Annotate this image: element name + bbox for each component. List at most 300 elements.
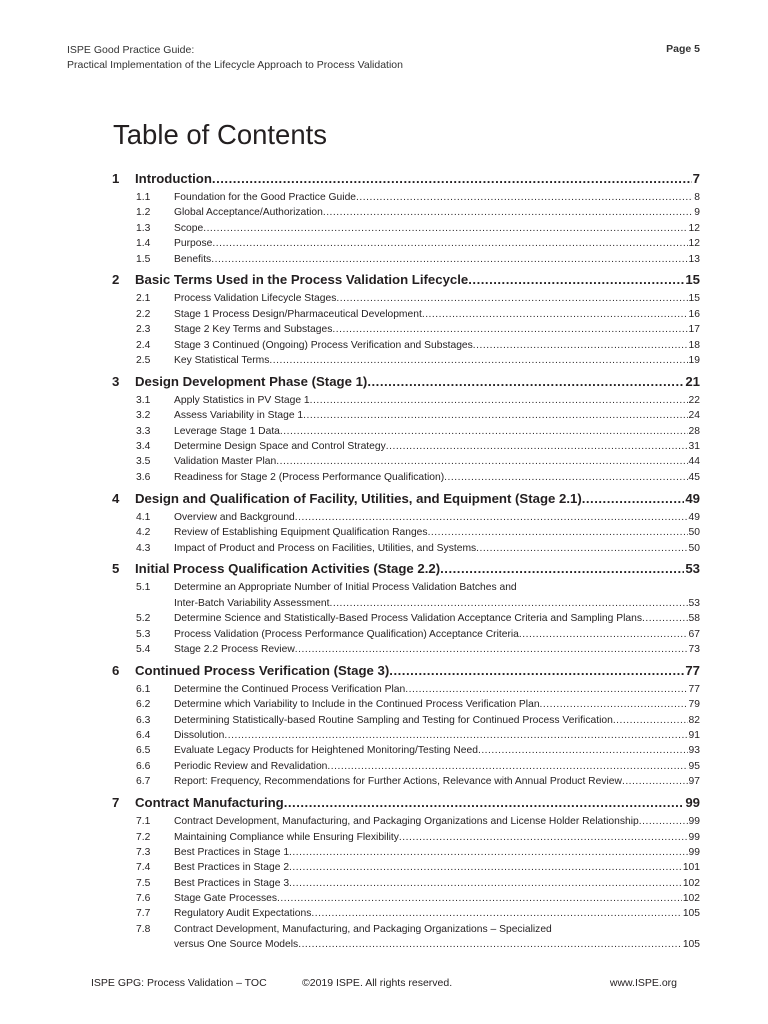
toc-section-entry[interactable] [112,663,700,682]
section-page-number: 99 [685,795,700,811]
subsection-row [174,510,700,525]
subsection-title: Review of Establishing Equipment Qualification Ranges [174,527,428,539]
toc-subsection-entry[interactable] [112,713,700,728]
subsection-body [174,580,700,611]
subsection-body [174,906,700,921]
dot-leader [399,830,688,845]
toc-subsection-entry[interactable] [112,439,700,454]
subsection-body [174,845,700,860]
subsection-body [174,439,700,454]
toc-subsection-entry[interactable] [112,525,700,540]
dot-leader [289,876,682,891]
section-title: Continued Process Verification (Stage 3) [135,662,390,678]
subsection-row [174,454,700,469]
subsection-title: Evaluate Legacy Products for Heightened Monitoring/Testing Need [174,745,478,757]
section-title: Basic Terms Used in the Process Validation Lifecycle [135,272,469,288]
section-page-number: 53 [685,561,700,577]
subsection-page-number: 16 [688,308,700,320]
subsection-number: 1.1 [136,192,151,203]
subsection-page-number: 93 [688,745,700,757]
subsection-body [174,353,700,368]
toc-subsection-entry[interactable] [112,876,700,891]
section-number: 5 [112,561,120,577]
subsection-number: 6.3 [136,714,151,726]
toc-subsection-entry[interactable] [112,627,700,642]
toc-section [112,171,700,267]
subsection-title: Contract Development, Manufacturing, and Packaging Organizations and License Holder Relationship [174,816,639,828]
toc-section [112,663,700,790]
subsection-title: Stage 2.2 Process Review [174,644,295,655]
subsection-page-number: 99 [688,816,700,828]
subsection-number: 6.7 [136,776,151,788]
toc-subsection-entry[interactable] [112,205,700,220]
subsection-page-number: 101 [682,862,700,874]
subsection-row [174,830,700,845]
toc-subsection-entry[interactable] [112,728,700,743]
toc-subsection-entry[interactable] [112,830,700,845]
toc-section-entry[interactable] [112,561,700,580]
subsection-body [174,291,700,306]
subsection-title: Determine Science and Statistically-Based Process Validation Acceptance Criteria and Sampling Plans [174,613,642,625]
toc-section [112,795,700,953]
dot-leader [386,439,688,454]
subsection-row [174,353,700,368]
subsection-body [174,697,700,712]
subsection-row [174,291,700,306]
toc-subsection-entry[interactable] [112,845,700,860]
subsection-body [174,510,700,525]
dot-leader [332,322,687,337]
subsection-number: 6.5 [136,745,151,757]
toc-subsection-entry[interactable] [112,510,700,525]
subsection-title: Determining Statistically-based Routine Sampling and Testing for Continued Process Verification [174,714,613,726]
subsection-title: Impact of Product and Process on Facilities, Utilities, and Systems [174,542,477,554]
subsection-number: 5.1 [136,582,151,594]
section-number: 2 [112,272,120,288]
section-title: Design and Qualification of Facility, Utilities, and Equipment (Stage 2.1) [135,490,582,506]
subsection-title: Leverage Stage 1 Data [174,425,280,437]
subsection-row [174,408,700,423]
dot-leader [613,713,688,728]
subsection-page-number: 44 [688,456,700,468]
subsection-number: 2.4 [136,339,151,351]
section-page-number: 21 [685,373,700,389]
subsection-page-number: 28 [688,425,700,437]
section-title: Initial Process Qualification Activities (Stage 2.2) [135,561,441,577]
toc-subsection-entry[interactable] [112,611,700,626]
section-number: 3 [112,373,120,389]
subsection-title: Process Validation Lifecycle Stages [174,293,337,305]
subsection-page-number: 91 [688,730,700,742]
subsection-row [174,190,700,205]
subsection-number: 7.5 [136,877,151,889]
subsection-title-continued: Inter-Batch Variability Assessment [174,597,330,609]
subsection-page-number: 15 [688,293,700,305]
section-title: Introduction [135,171,212,186]
subsection-body [174,728,700,743]
subsection-body [174,682,700,697]
subsection-page-number: 49 [688,511,700,523]
toc-subsection-entry[interactable] [112,922,700,953]
subsection-number: 6.2 [136,699,151,711]
subsection-row [174,728,700,743]
subsection-body [174,190,700,205]
subsection-number: 7.3 [136,846,151,858]
subsection-title: Benefits [174,253,212,265]
toc-subsection-entry[interactable] [112,541,700,556]
subsection-row [174,541,700,556]
dot-leader [405,682,687,697]
subsection-number: 1.4 [136,238,151,250]
toc-section [112,272,700,368]
section-number: 1 [112,171,120,186]
toc-subsection-entry[interactable] [112,642,700,657]
footer-website: www.ISPE.org [609,977,677,989]
dot-leader [422,307,688,322]
toc-subsection-entry[interactable] [112,906,700,921]
section-number: 6 [112,662,120,678]
subsection-page-number: 53 [688,597,700,609]
subsection-number: 7.4 [136,862,151,874]
subsection-row [174,845,700,860]
dot-leader [289,845,687,860]
subsection-body [174,307,700,322]
toc-subsection-entry[interactable] [112,743,700,758]
toc-subsection-entry[interactable] [112,814,700,829]
dot-leader [280,424,688,439]
subsection-page-number: 45 [688,471,700,483]
subsection-row [174,891,700,906]
subsection-body [174,743,700,758]
page-title: Table of Contents [113,119,328,150]
toc-subsection-entry[interactable] [112,774,700,789]
subsection-number: 7.2 [136,831,151,843]
dot-leader [284,795,685,810]
dot-leader [473,338,688,353]
toc-subsection-entry[interactable] [112,291,700,306]
subsection-row [174,876,700,891]
toc-subsection-entry[interactable] [112,236,700,251]
subsection-page-number: 12 [688,222,700,234]
toc-subsection-entry[interactable] [112,190,700,205]
subsection-page-number: 58 [688,613,700,625]
dot-leader [203,221,687,236]
subsection-row [174,814,700,829]
dot-leader [582,491,685,506]
dot-leader [622,774,688,789]
dot-leader [276,454,687,469]
subsection-number: 3.3 [136,425,151,437]
subsection-page-number: 79 [688,699,700,711]
dot-leader [468,272,684,287]
subsection-title: Scope [174,222,204,234]
header-guide-subtitle: Practical Implementation of the Lifecycle Approach to Process Validation [67,58,403,71]
dot-leader [224,728,687,743]
dot-leader [639,814,688,829]
dot-leader [289,860,682,875]
subsection-body [174,205,700,220]
toc-subsection-entry[interactable] [112,470,700,485]
dot-leader [327,759,687,774]
subsection-title: Regulatory Audit Expectations [174,908,312,920]
toc-subsection-entry[interactable] [112,353,700,368]
page-number: Page 5 [666,43,700,55]
toc-subsection-entry[interactable] [112,860,700,875]
subsection-title: Maintaining Compliance while Ensuring Flexibility [174,831,399,843]
subsection-title-continued-row [174,596,700,611]
subsection-title-continued: versus One Source Models [174,939,299,951]
subsection-title: Stage 3 Continued (Ongoing) Process Verification and Substages [174,339,473,351]
subsection-number: 2.2 [136,308,151,320]
subsection-page-number: 102 [682,877,700,889]
subsection-number: 5.3 [136,628,151,640]
subsection-row [174,236,700,251]
subsection-body [174,627,700,642]
subsection-row [174,774,700,789]
subsection-title-continued-row [174,937,700,952]
subsection-row [174,424,700,439]
toc-subsection-entry[interactable] [112,221,700,236]
subsection-row [174,307,700,322]
dot-leader [212,236,687,251]
footer-doc-title: ISPE GPG: Process Validation – TOC [91,977,267,989]
subsection-row [174,338,700,353]
dot-leader [277,891,682,906]
toc-subsection-entry[interactable] [112,408,700,423]
subsection-title: Determine the Continued Process Verification Plan [174,683,406,695]
subsection-title: Validation Master Plan [174,456,277,468]
subsection-page-number: 105 [682,939,700,951]
subsection-title: Global Acceptance/Authorization [174,207,323,219]
dot-leader [336,291,687,306]
subsection-number: 2.1 [136,293,151,305]
subsection-title: Overview and Background [174,511,295,523]
toc-subsection-entry[interactable] [112,759,700,774]
toc-subsection-entry[interactable] [112,424,700,439]
subsection-row [174,525,700,540]
subsection-body [174,891,700,906]
subsection-body [174,642,700,657]
subsection-row [174,759,700,774]
subsection-row [174,252,700,267]
toc-subsection-entry[interactable] [112,252,700,267]
subsection-row [174,611,700,626]
toc-subsection-entry[interactable] [112,580,700,611]
subsection-title: Stage 1 Process Design/Pharmaceutical Development [174,308,422,320]
subsection-number: 1.5 [136,253,151,265]
subsection-title: Dissolution [174,730,225,742]
subsection-title: Process Validation (Process Performance Qualification) Acceptance Criteria [174,628,519,640]
subsection-body [174,221,700,236]
subsection-row [174,470,700,485]
dot-leader [478,743,688,758]
subsection-page-number: 17 [688,324,700,336]
subsection-body [174,860,700,875]
subsection-page-number: 73 [688,644,700,655]
subsection-number: 4.2 [136,527,151,539]
dot-leader [476,541,687,556]
toc-section [112,491,700,556]
subsection-number: 3.1 [136,394,151,406]
subsection-title: Foundation for the Good Practice Guide [174,192,357,203]
toc-section-entry[interactable] [112,491,700,510]
section-title: Contract Manufacturing [135,795,284,811]
subsection-page-number: 31 [688,441,700,453]
subsection-page-number: 99 [688,846,700,858]
subsection-body [174,759,700,774]
subsection-body [174,525,700,540]
subsection-title: Apply Statistics in PV Stage 1 [174,394,310,406]
subsection-body [174,252,700,267]
subsection-number: 5.4 [136,644,151,655]
subsection-row [174,205,700,220]
subsection-body [174,236,700,251]
subsection-row [174,860,700,875]
dot-leader [211,252,687,267]
subsection-body [174,408,700,423]
toc-subsection-entry[interactable] [112,338,700,353]
subsection-title: Periodic Review and Revalidation [174,760,328,772]
toc-section-entry[interactable] [112,272,700,291]
subsection-number: 2.3 [136,324,151,336]
dot-leader [329,596,687,611]
subsection-row [174,221,700,236]
dot-leader [310,393,688,408]
subsection-number: 2.5 [136,355,151,367]
subsection-page-number: 82 [688,714,700,726]
subsection-title: Determine which Variability to Include in the Continued Process Verification Plan [174,699,540,711]
subsection-title: Best Practices in Stage 2 [174,862,290,874]
subsection-number: 7.7 [136,908,151,920]
toc-section [112,374,700,485]
subsection-number: 3.6 [136,471,151,483]
dot-leader [389,663,684,678]
subsection-title: Determine Design Space and Control Strategy [174,441,386,453]
subsection-page-number: 18 [688,339,700,351]
toc-subsection-entry[interactable] [112,682,700,697]
subsection-title: Stage 2 Key Terms and Substages [174,324,333,336]
subsection-body [174,922,700,953]
dot-leader [519,627,688,642]
subsection-body [174,830,700,845]
dot-leader [440,561,684,576]
subsection-title: Contract Development, Manufacturing, and Packaging Organizations – Specialized [174,923,552,935]
subsection-body [174,541,700,556]
subsection-number: 4.3 [136,542,151,554]
toc-section-entry[interactable] [112,171,700,190]
subsection-number: 6.1 [136,683,151,695]
subsection-body [174,454,700,469]
subsection-row [174,627,700,642]
subsection-body [174,713,700,728]
subsection-number: 6.4 [136,730,151,742]
subsection-row [174,393,700,408]
subsection-number: 3.2 [136,410,151,422]
subsection-title: Best Practices in Stage 1 [174,846,290,858]
section-page-number: 77 [685,662,700,678]
subsection-number: 4.1 [136,511,151,523]
toc-subsection-entry[interactable] [112,307,700,322]
subsection-row [174,697,700,712]
toc-subsection-entry[interactable] [112,322,700,337]
footer-copyright: ©2019 ISPE. All rights reserved. [302,977,453,989]
subsection-number: 7.1 [136,816,151,828]
subsection-number: 3.4 [136,441,151,453]
dot-leader [298,937,682,952]
toc-subsection-entry[interactable] [112,454,700,469]
subsection-body [174,424,700,439]
section-number: 7 [112,795,120,811]
subsection-page-number: 67 [688,628,700,640]
subsection-number: 1.2 [136,207,151,219]
subsection-page-number: 50 [688,527,700,539]
toc-section-entry[interactable] [112,374,700,393]
subsection-body [174,322,700,337]
subsection-page-number: 102 [682,893,700,905]
subsection-body [174,814,700,829]
subsection-row [174,682,700,697]
subsection-title: Assess Variability in Stage 1 [174,410,304,422]
subsection-title: Best Practices in Stage 3 [174,877,290,889]
subsection-page-number: 95 [688,760,700,772]
toc-subsection-entry[interactable] [112,697,700,712]
toc-subsection-entry[interactable] [112,891,700,906]
subsection-body [174,611,700,626]
toc-section-entry[interactable] [112,795,700,814]
subsection-page-number: 97 [688,776,700,788]
dot-leader [428,525,688,540]
subsection-page-number: 24 [688,410,700,422]
toc-subsection-entry[interactable] [112,393,700,408]
subsection-row [174,322,700,337]
subsection-number: 3.5 [136,456,151,468]
section-page-number: 49 [685,490,700,506]
subsection-number: 5.2 [136,613,151,625]
subsection-body [174,393,700,408]
dot-leader [444,470,687,485]
subsection-title: Report: Frequency, Recommendations for Further Actions, Relevance with Annual Product Review [174,776,622,788]
section-page-number: 7 [692,171,700,186]
subsection-row [174,713,700,728]
dot-leader [295,642,688,657]
subsection-page-number: 99 [688,831,700,843]
subsection-page-number: 8 [694,192,700,203]
dot-leader [642,611,688,626]
subsection-row [174,906,700,921]
subsection-title: Stage Gate Processes [174,893,278,905]
dot-leader [323,205,693,220]
dot-leader [295,510,688,525]
section-number: 4 [112,490,120,506]
subsection-page-number: 22 [688,394,700,406]
subsection-body [174,470,700,485]
dot-leader [356,190,693,205]
dot-leader [212,171,692,186]
subsection-page-number: 12 [688,238,700,250]
running-header [67,43,403,72]
subsection-page-number: 19 [688,355,700,367]
subsection-number: 6.6 [136,760,151,772]
subsection-page-number: 13 [688,253,700,265]
subsection-title: Determine an Appropriate Number of Initial Process Validation Batches and [174,582,517,594]
subsection-title: Purpose [174,238,213,250]
subsection-number: 7.8 [136,923,151,935]
subsection-page-number: 77 [688,683,700,695]
section-page-number: 15 [685,272,700,288]
subsection-title: Key Statistical Terms [174,355,270,367]
dot-leader [303,408,687,423]
subsection-page-number: 105 [682,908,700,920]
